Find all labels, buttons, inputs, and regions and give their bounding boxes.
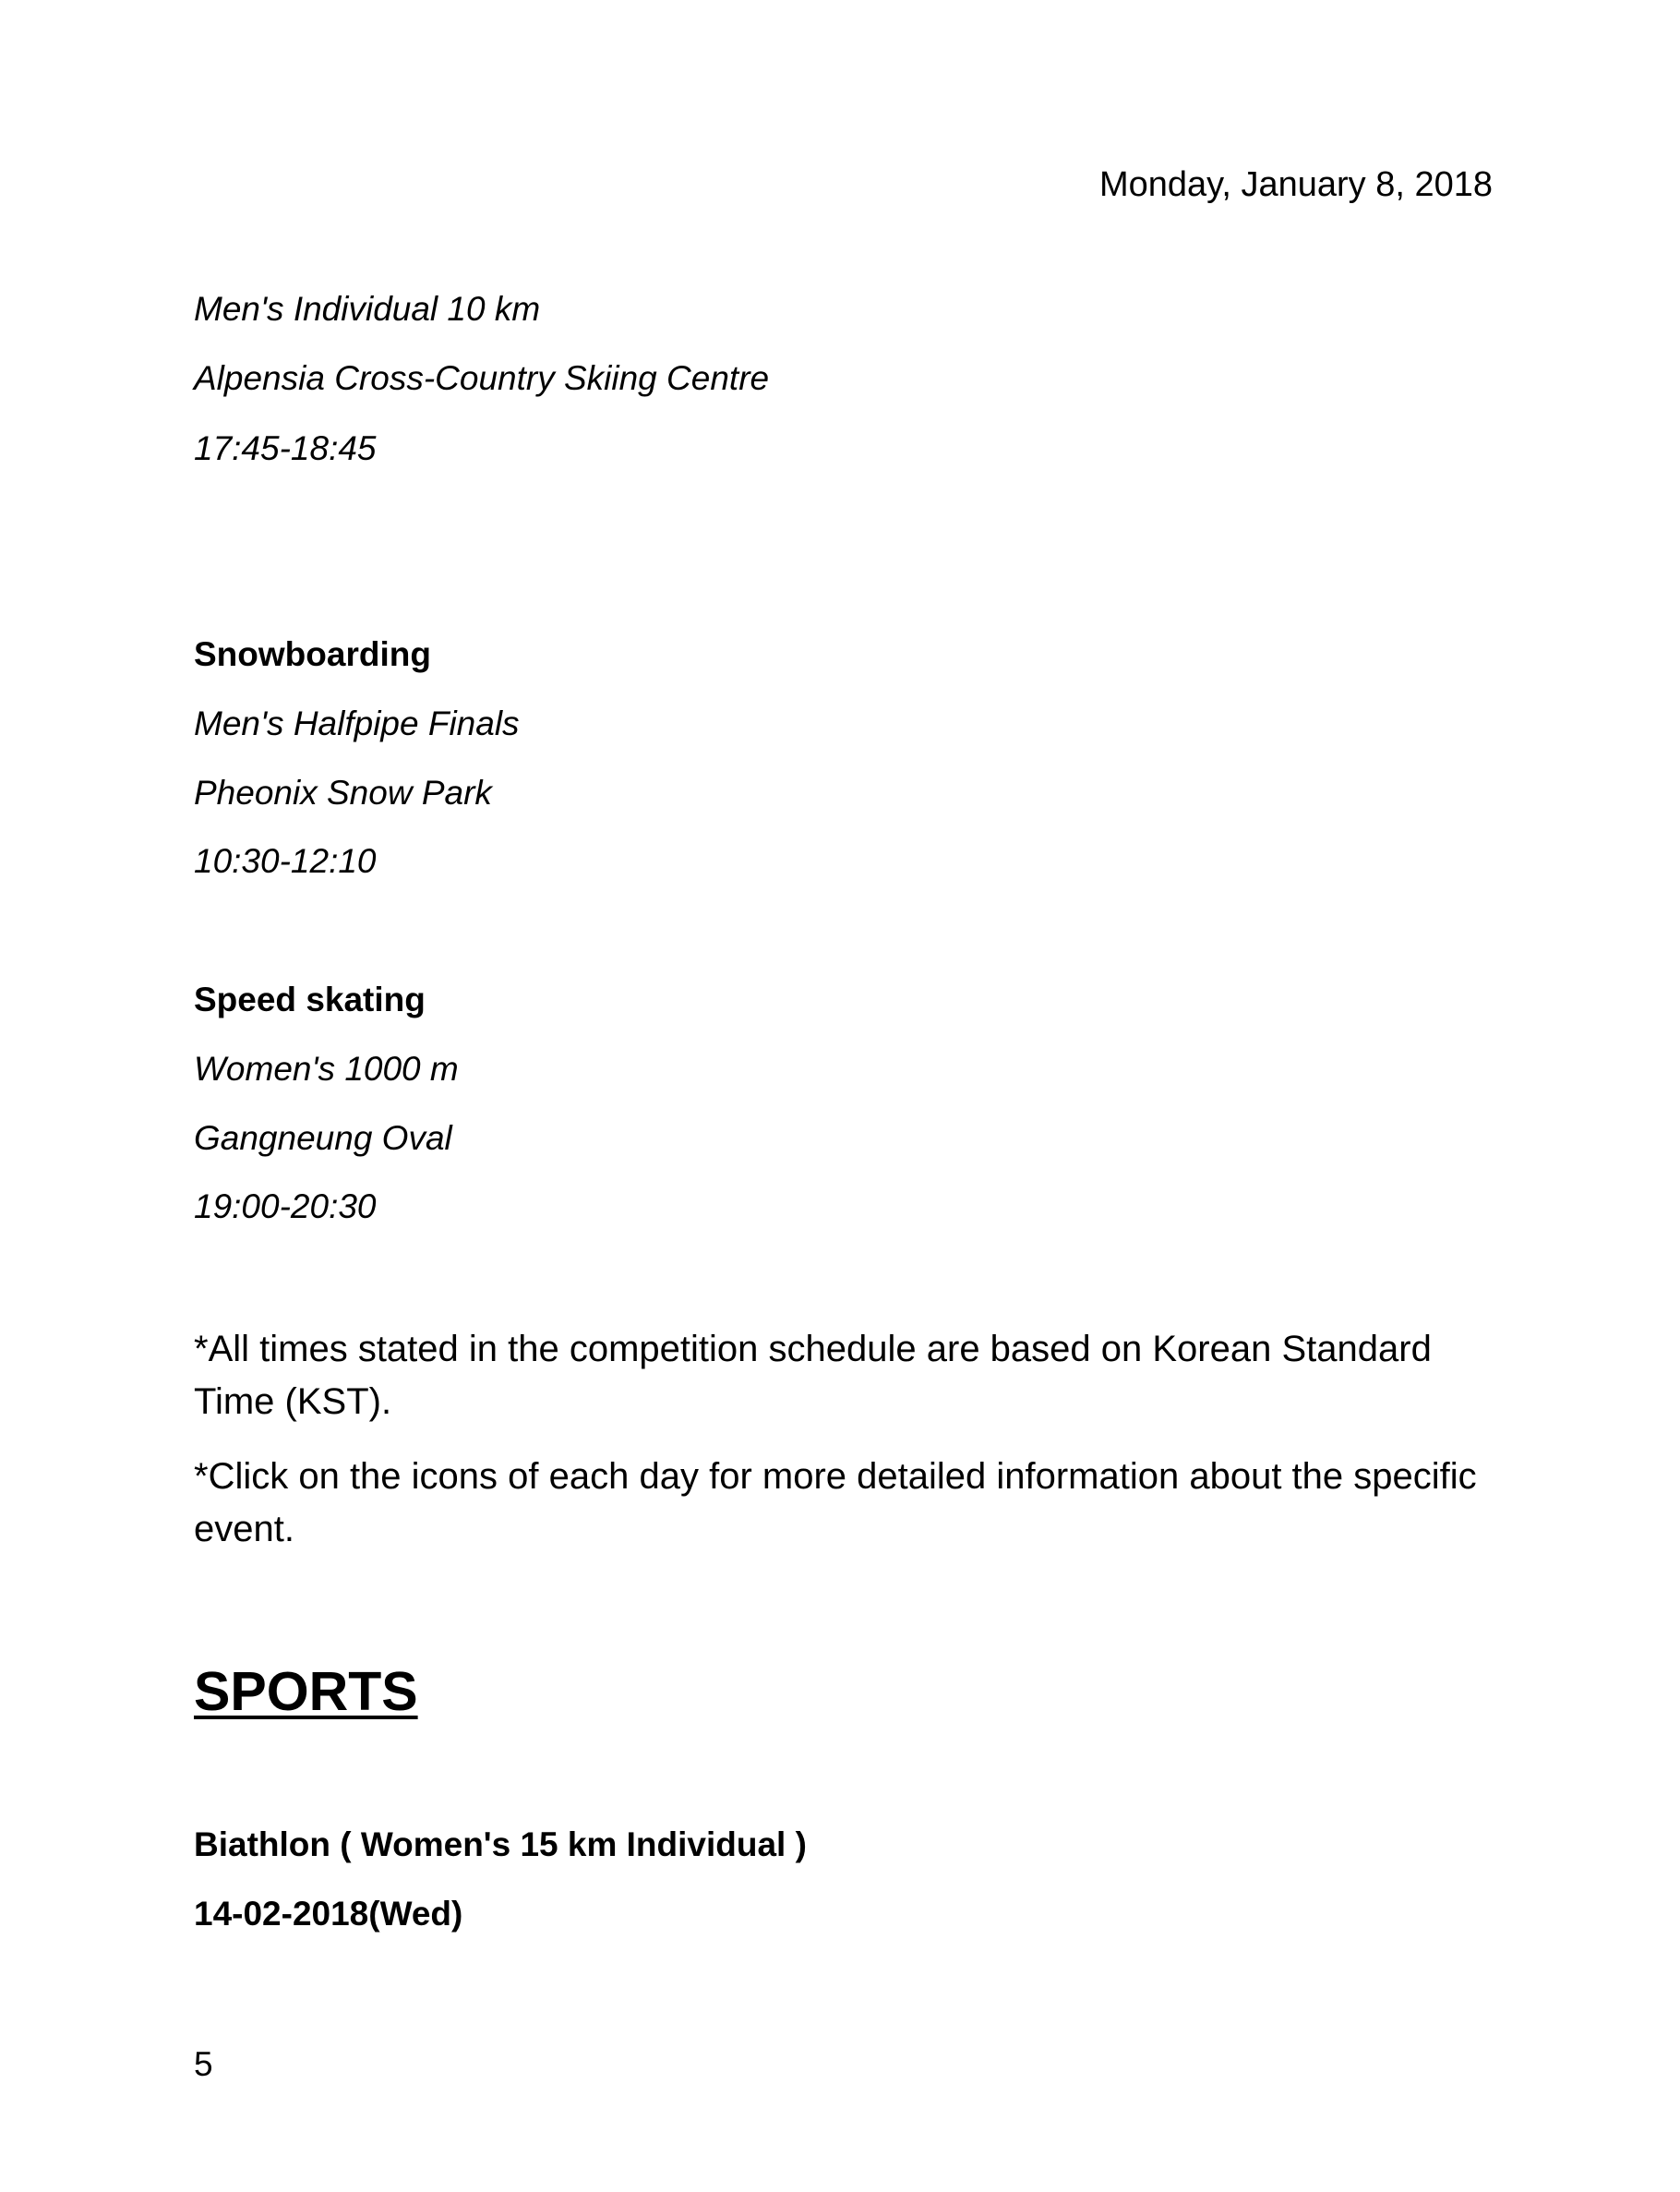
page-number: 5 (194, 2045, 213, 2083)
sports-section-heading: SPORTS (194, 1661, 418, 1722)
sport-item-date: 14-02-2018(Wed) (194, 1895, 463, 1933)
sport-heading-speed-skating: Speed skating (194, 981, 426, 1018)
sport-item-title: Biathlon ( Women's 15 km Individual ) (194, 1825, 807, 1863)
event-time: 17:45-18:45 (194, 429, 377, 467)
event-venue: Pheonix Snow Park (194, 774, 492, 812)
event-name: Men's Individual 10 km (194, 290, 541, 328)
event-venue: Alpensia Cross-Country Skiing Centre (194, 359, 770, 397)
event-time: 19:00-20:30 (194, 1187, 377, 1225)
event-name: Men's Halfpipe Finals (194, 705, 520, 742)
event-name: Women's 1000 m (194, 1050, 459, 1088)
icons-note: *Click on the icons of each day for more detailed information about the specific event. (194, 1456, 1477, 1549)
header-date: Monday, January 8, 2018 (1098, 165, 1493, 204)
timezone-note: *All times stated in the competition schedule are based on Korean Standard Time (KST). (194, 1329, 1432, 1422)
event-venue: Gangneung Oval (194, 1119, 452, 1157)
sport-heading-snowboarding: Snowboarding (194, 635, 431, 673)
event-time: 10:30-12:10 (194, 842, 377, 880)
